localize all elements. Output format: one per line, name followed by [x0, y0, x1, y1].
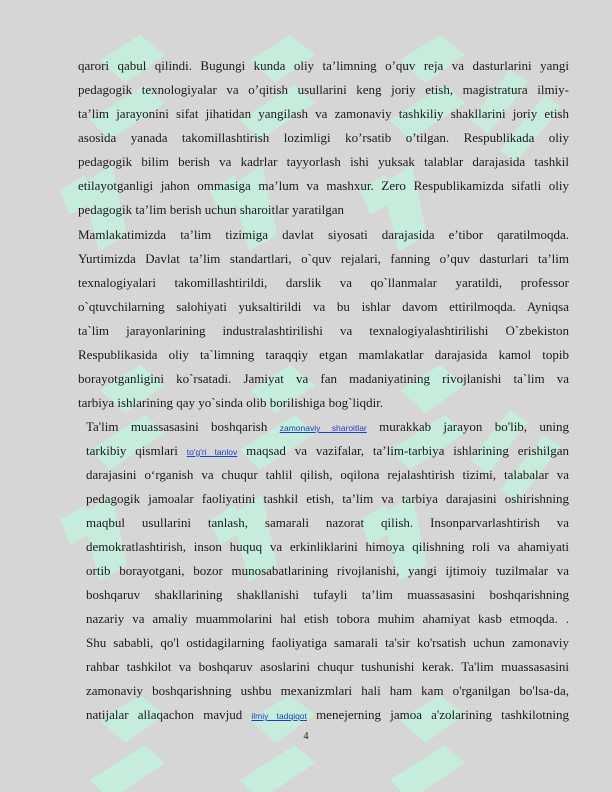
text-line: demokratlashtirish, inson huquq va erkinliklarini himoya qilishning roli va ahamiyati — [86, 539, 569, 554]
text-segment: Ta'lim muassasasini boshqarish — [86, 419, 280, 434]
text-line: Respublikasida oliy ta`limning taraqqiy etgan mamlakatlar darajasida kamol topib — [78, 347, 569, 362]
hyperlink-ilmiy-tadqiqot[interactable]: ilmiy tadqiqot — [251, 711, 307, 721]
text-line: Yurtimizda Davlat ta’lim standartlari, o`quv rejalari, fanning o’quv dasturlari ta’lim — [78, 251, 569, 266]
text-line: borayotganligini ko`rsatadi. Jamiyat va fan madaniyatining rivojlanishi ta`lim va — [78, 371, 569, 386]
text-line: pedagogik jamoalar faoliyatini tashkil etish, ta’lim va tarbiya darajasini oshirishning — [86, 491, 569, 506]
text-line: tarbiya ishlarining qay yo`sinda olib borilishiga bog`liqdir. — [78, 395, 384, 410]
text-line: qarori qabul qilindi. Bugungi kunda oliy ta’limning o’quv reja va dasturlarini yangi — [78, 58, 569, 73]
text-line: pedagogik bilim berish va kadrlar tayyorlash ishi yuksak talablar darajasida tashkil — [78, 154, 569, 169]
text-line: rahbar tashkilot va boshqaruv asoslarini chuqur tushunishi kerak. Ta'lim muassasasini — [86, 659, 569, 674]
text-line — [86, 419, 569, 435]
text-line: ta’lim jarayonini sifat jihatidan yangilash va zamonaviy tashkiliy shakllarini joriy etish — [78, 106, 569, 121]
text-line: texnalogiyalari takomillashtirildi, darslik va qo`llanmalar yaratildi, professor — [78, 275, 569, 290]
text-line: boshqaruv shakllarining shakllanishi tufayli ta’lim muassasasini boshqarishning — [86, 587, 569, 602]
text-line: o`qtuvchilarning salohiyati yuksaltirildi va bu ishlar davom ettirilmoqda. Ayniqsa — [78, 299, 569, 314]
hyperlink-zamonaviy-sharoitlar[interactable]: zamonaviy sharoitlar — [279, 423, 367, 433]
text-line: Shu sababli, qo'l ostidagilarning faoliyatiga samarali ta'sir ko'rsatish uchun zamonaviy — [86, 635, 569, 650]
hyperlink-togri-tanlov[interactable]: to'g'ri tanlov — [186, 447, 238, 457]
text-line: pedagogik texnologiyalar va o’qitish usullarini keng joriy etish, magistratura ilmiy- — [78, 82, 569, 97]
text-segment: murakkab jarayon bo'lib, uning — [366, 419, 570, 434]
text-line: Mamlakatimizda ta’lim tizimiga davlat siyosati darajasida e’tibor qaratilmoqda. — [78, 227, 569, 242]
text-line: zamonaviy boshqarishning ushbu mexanizmlari hali ham kam o'rganilgan bo'lsa-da, — [86, 683, 569, 698]
text-line: pedagogik ta’lim berish uchun sharoitlar yaratilgan — [78, 202, 345, 217]
text-line — [86, 707, 569, 723]
text-segment: menejerning jamoa a'zolarining tashkilotning — [306, 707, 569, 722]
text-line — [86, 443, 569, 459]
text-line: maqbul usullarini tanlash, samarali nazorat qilish. Insonparvarlashtirish va — [86, 515, 569, 530]
text-line: asosida yanada takomillashtirish lozimligi ko’rsatib o’tilgan. Respublikada oliy — [78, 130, 569, 145]
text-segment: natijalar allaqachon mavjud — [86, 707, 252, 722]
text-line: nazariy va amaliy muammolarini hal etish tobora muhim ahamiyat kasb etmoqda. . — [86, 611, 569, 626]
text-line: etilayotganligi jahon ommasiga ma’lum va mashxur. Zero Respublikamizda sifatli oliy — [78, 178, 569, 193]
text-line: darajasini o‘rganish va chuqur tahlil qilish, oqilona rejalashtirish tizimi, talabalar va — [86, 467, 569, 482]
text-line: ta`lim jarayonlarining industralashtirilishi va texnalogiyalashtirilishi O`zbekiston — [78, 323, 569, 338]
page-number: 4 — [303, 731, 309, 742]
text-segment: maqsad va vazifalar, ta’lim-tarbiya ishlarining erishilgan — [237, 443, 569, 458]
text-line: ortib borayotgani, bozor munosabatlarining rivojlanishi, yangi ijtimoiy tuzilmalar va — [86, 563, 569, 578]
text-segment: tarkibiy qismlari — [86, 443, 187, 458]
